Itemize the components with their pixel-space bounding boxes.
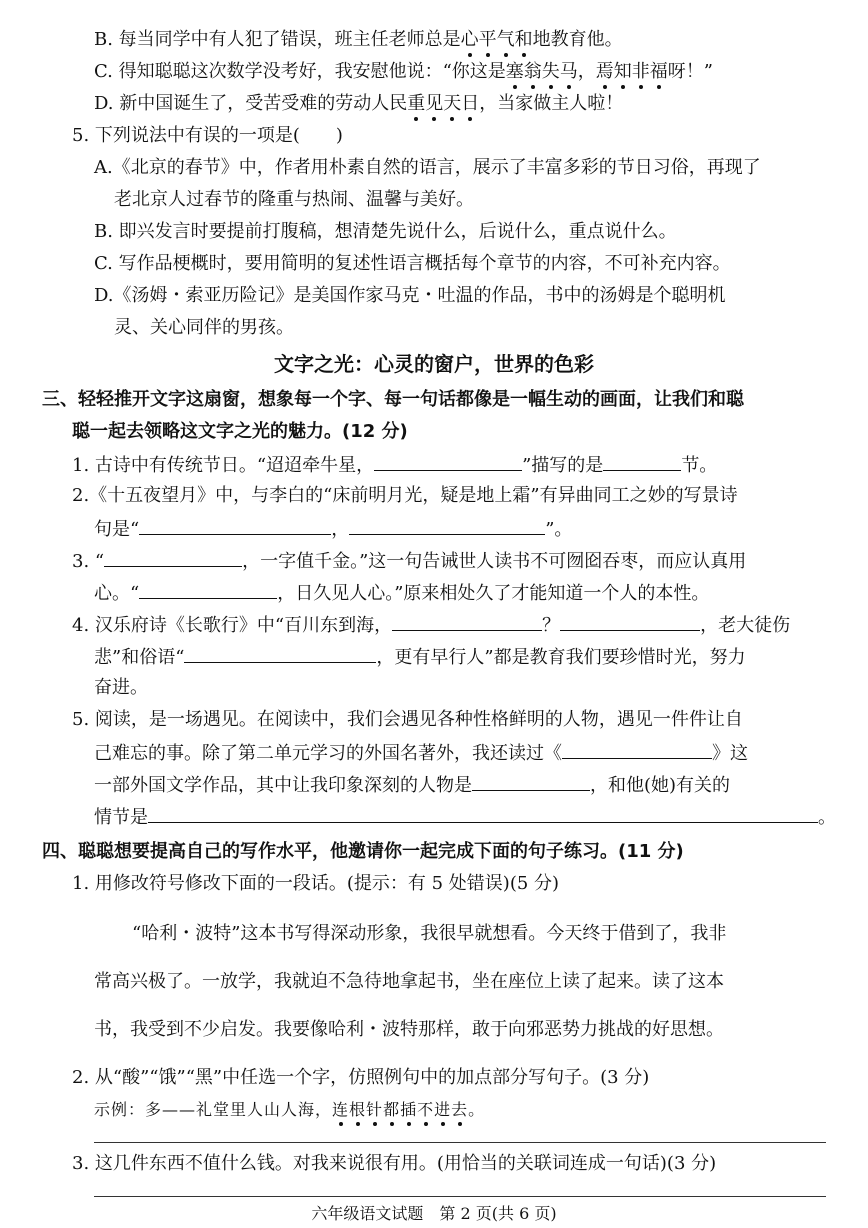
page-footer: 六年级语文试题 第 2 页(共 6 页) (311, 1204, 557, 1223)
q5-option-d-cont: 灵、关心同伴的男孩。 (114, 317, 294, 338)
emphasis-char: 焉 (595, 61, 614, 82)
s3-q1-blank-1[interactable] (374, 452, 522, 471)
s3-q2-cont (94, 516, 572, 542)
section3-title: 三、轻轻推开文字这扇窗，想象每一个字、每一句话都像是一幅生动的画面，让我们和聪 (42, 389, 744, 410)
emphasis-char: 失 (541, 61, 560, 82)
s3-q1-text-3: 节。 (681, 455, 718, 476)
q4-d-dotted-phrase (407, 93, 479, 114)
s4-q1-paragraph-line1: “哈利・波特”这本书写得深动形象，我很早就想看。今天终于借到了，我非 (132, 923, 727, 944)
s3-q3-text-3: 心。“ (94, 583, 140, 604)
emphasis-char: 非 (631, 61, 650, 82)
s3-q4-blank-1[interactable] (392, 612, 542, 631)
s3-q5-blank-plot[interactable] (148, 804, 818, 823)
q5-option-a: A.《北京的春节》中，作者用朴素自然的语言，展示了丰富多彩的节日习俗，再现了 (94, 157, 761, 178)
q4-option-c (94, 60, 713, 84)
q4-c-text-end: 呀！” (667, 61, 713, 82)
emphasis-char: 知 (613, 61, 632, 82)
s3-q5-text-4: 一部外国文学作品，其中让我印象深刻的人物是 (94, 775, 472, 796)
q4-c-text: C. 得知聪聪这次数学没考好，我安慰他说：“你这是 (94, 61, 506, 82)
s3-q5-text-3: 》这 (712, 743, 748, 764)
s4-q3-answer-line[interactable] (94, 1196, 826, 1197)
s4-q2-answer-line[interactable] (94, 1142, 826, 1143)
s3-q3-blank-1[interactable] (104, 548, 242, 567)
q4-b-text-end: 地教育他。 (532, 29, 623, 50)
emphasis-char: 平 (478, 29, 497, 50)
s3-q4-text-3: 悲”和俗语“ (94, 647, 185, 668)
unit-title: 文字之光：心灵的窗户，世界的色彩 (274, 352, 594, 376)
q4-b-dotted-phrase (461, 29, 533, 50)
s3-q5-text-5: ，和他(她)有关的 (590, 775, 731, 796)
s3-q4-text: 4. 汉乐府诗《长歌行》中“百川东到海， (72, 615, 393, 636)
s3-q2-blank-1[interactable] (139, 516, 331, 535)
emphasis-char: 塞 (505, 61, 524, 82)
s3-q5-text-6: 情节是 (94, 807, 148, 828)
emphasis-char: 重 (407, 93, 426, 114)
s3-q5-blank-book[interactable] (562, 740, 712, 759)
emphasis-char: 进 (434, 1100, 452, 1119)
s3-q3-cont (94, 580, 709, 606)
s3-q4-text-2: ，老大徒伤 (700, 615, 791, 636)
s3-q2-comma: ， (331, 519, 350, 540)
s3-q5-line3 (94, 772, 730, 798)
s3-q4-blank-2[interactable] (560, 612, 700, 631)
q4-c-dotted-phrase (506, 61, 668, 82)
s3-q2: 2.《十五夜望月》中，与李白的“床前明月光，疑是地上霜”有异曲同工之妙的写景诗 (72, 485, 738, 506)
s3-q2-blank-2[interactable] (349, 516, 545, 535)
emphasis-char: 心 (460, 29, 479, 50)
s3-q2-text: 句是“ (94, 519, 140, 540)
emphasis-char: 气 (496, 29, 515, 50)
s3-q3-text-4: ，日久见人心。”原来相处久了才能知道一个人的本性。 (277, 583, 710, 604)
emphasis-char: 插 (400, 1100, 418, 1119)
s3-q5: 5. 阅读，是一场遇见。在阅读中，我们会遇见各种性格鲜明的人物，遇见一件件让自 (72, 709, 743, 730)
s4-q1-paragraph-line3: 书，我受到不少启发。我要像哈利・波特那样，敢于向邪恶势力挑战的好思想。 (94, 1019, 724, 1040)
emphasis-char: 根 (349, 1100, 367, 1119)
emphasis-char: 都 (383, 1100, 401, 1119)
s3-q4-blank-3[interactable] (184, 644, 376, 663)
q5-option-b: B. 即兴发言时要提前打腹稿，想清楚先说什么，后说什么，重点说什么。 (94, 221, 677, 242)
s4-q1-paragraph-line2: 常高兴极了。一放学，我就迫不急待地拿起书，坐在座位上读了起来。读了这本 (94, 971, 724, 992)
s4-q2-example-text: 示例：多——礼堂里人山人海， (94, 1100, 333, 1119)
q4-d-text-end: ，当家做主人啦！ (479, 93, 624, 114)
q5-option-d: D.《汤姆・索亚历险记》是美国作家马克・吐温的作品，书中的汤姆是个聪明机 (94, 285, 726, 306)
s4-q1-stem: 1. 用修改符号修改下面的一段话。(提示：有 5 处错误)(5 分) (72, 873, 560, 894)
emphasis-char: 和 (514, 29, 533, 50)
emphasis-char: ， (577, 61, 596, 82)
s3-q5-blank-character[interactable] (472, 772, 590, 791)
section4-title: 四、聪聪想要提高自己的写作水平，他邀请你一起完成下面的句子练习。(11 分) (42, 841, 684, 862)
s3-q3-text-2: ，一字值千金。”这一句告诫世人读书不可囫囵吞枣，而应认真用 (242, 551, 747, 572)
s3-q1-text-2: ”描写的是 (522, 455, 604, 476)
s3-q1-blank-2[interactable] (603, 452, 681, 471)
s3-q5-end: 。 (818, 807, 836, 828)
emphasis-char: 天 (443, 93, 462, 114)
emphasis-char: 针 (366, 1100, 384, 1119)
section3-title-cont: 聪一起去领略这文字之光的魅力。(12 分) (72, 421, 408, 442)
s3-q2-end: ”。 (545, 519, 573, 540)
s3-q4-cont (94, 644, 746, 670)
s3-q5-line2 (94, 740, 748, 766)
s3-q1-text: 1. 古诗中有传统节日。“迢迢牵牛星， (72, 455, 375, 476)
s3-q4-end: 奋进。 (94, 677, 148, 698)
q4-option-d (94, 92, 623, 116)
q5-option-a-cont: 老北京人过春节的隆重与热闹、温馨与美好。 (114, 189, 474, 210)
s3-q5-text-2: 己难忘的事。除了第二单元学习的外国名著外，我还读过《 (94, 743, 562, 764)
q4-option-b (94, 28, 623, 52)
s3-q4-text-4: ，更有早行人”都是教育我们要珍惜时光，努力 (376, 647, 746, 668)
q4-d-text: D. 新中国诞生了，受苦受难的劳动人民 (94, 93, 408, 114)
s3-q3-text: 3. “ (72, 551, 105, 572)
emphasis-char: 见 (425, 93, 444, 114)
s3-q4 (72, 612, 790, 638)
s3-q3 (72, 548, 746, 574)
s4-q2-example (94, 1098, 485, 1122)
emphasis-char: 日 (461, 93, 480, 114)
emphasis-char: 连 (332, 1100, 350, 1119)
q4-b-text: B. 每当同学中有人犯了错误，班主任老师总是 (94, 29, 461, 50)
emphasis-char: 福 (649, 61, 668, 82)
s3-q4-qmark: ？ (542, 615, 561, 636)
emphasis-char: 去 (451, 1100, 469, 1119)
emphasis-char: 不 (417, 1100, 435, 1119)
s3-q1 (72, 452, 717, 478)
q5-stem: 5. 下列说法中有误的一项是( ) (72, 125, 343, 146)
emphasis-char: 马 (559, 61, 578, 82)
s4-q2-example-dotted-phrase (332, 1100, 468, 1119)
q5-option-c: C. 写作品梗概时，要用简明的复述性语言概括每个章节的内容，不可补充内容。 (94, 253, 731, 274)
s4-q2-example-end: 。 (468, 1100, 486, 1119)
s4-q3-stem: 3. 这几件东西不值什么钱。对我来说很有用。(用恰当的关联词连成一句话)(3 分) (72, 1153, 717, 1174)
s3-q5-line4 (94, 804, 836, 830)
s3-q3-blank-2[interactable] (139, 580, 277, 599)
emphasis-char: 翁 (523, 61, 542, 82)
s4-q2-stem: 2. 从“酸”“饿”“黑”中任选一个字，仿照例句中的加点部分写句子。(3 分) (72, 1067, 650, 1088)
